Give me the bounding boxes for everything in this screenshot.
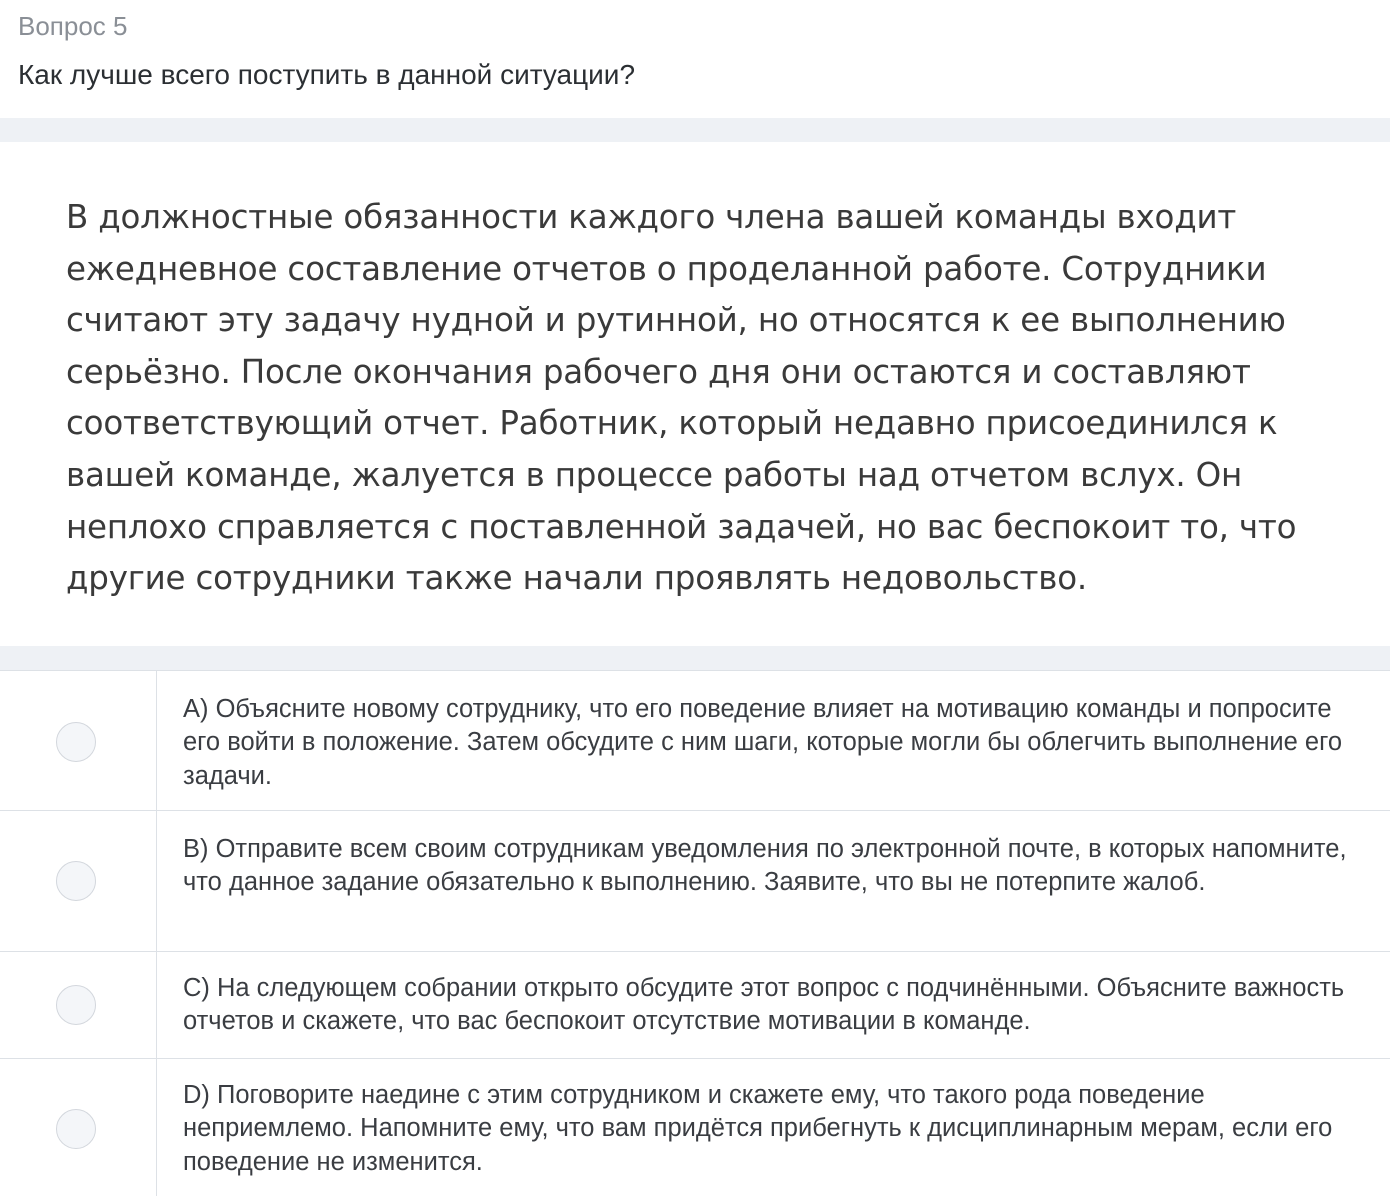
radio-cell (0, 952, 157, 1058)
question-title: Как лучше всего поступить в данной ситуации? (18, 59, 636, 90)
answer-option-c[interactable] (0, 952, 1390, 1059)
radio-button-b[interactable] (56, 861, 96, 901)
option-text-d[interactable]: D) Поговорите наедине с этим сотрудником и скажете ему, что такого рода поведение неприемлемо. Напомните ему, что вам придётся прибегнуть к дисциплинарным мерам, если его поведение не изменится. (183, 1081, 1333, 1176)
radio-button-c[interactable] (56, 985, 96, 1025)
scenario-text: В должностные обязанности каждого члена вашей команды входит ежедневное составление отчетов о проделанной работе. Сотрудники считают эту задачу нудной и рутинной, но относятся к ее выполнению серьёзно. После окончания рабочего дня они остаются и составляют соответствующий отчет. Работник, который недавно присоединился к вашей команде, жалуется в процессе работы над отчетом вслух. Он неплохо справляется с поставленной задачей, но вас беспокоит то, что другие сотрудники также начали проявлять недовольство. (66, 198, 1297, 598)
radio-cell (0, 811, 157, 951)
section-divider (0, 646, 1390, 670)
radio-button-d[interactable] (56, 1109, 96, 1149)
option-text-c[interactable]: C) На следующем собрании открыто обсудите этот вопрос с подчинёнными. Объясните важность отчетов и скажете, что вас беспокоит отсутствие мотивации в команде. (183, 974, 1345, 1036)
answer-options (0, 670, 1390, 1195)
option-text-b[interactable]: B) Отправите всем своим сотрудникам уведомления по электронной почте, в которых напомните, что данное задание обязательно к выполнению. Заявите, что вы не потерпите жалоб. (183, 835, 1347, 897)
scenario-panel (0, 142, 1390, 646)
radio-button-a[interactable] (56, 722, 96, 762)
radio-cell (0, 671, 157, 810)
question-number: Вопрос 5 (18, 11, 128, 41)
option-text-a[interactable]: A) Объясните новому сотруднику, что его поведение влияет на мотивацию команды и попросите его войти в положение. Затем обсудите с ним шаги, которые могли бы облегчить выполнение его задачи. (183, 695, 1343, 790)
radio-cell (0, 1059, 157, 1196)
answer-option-d[interactable] (0, 1059, 1390, 1196)
answer-option-a[interactable] (0, 671, 1390, 811)
question-header (0, 0, 1390, 118)
answer-option-b[interactable] (0, 811, 1390, 952)
section-divider (0, 118, 1390, 142)
